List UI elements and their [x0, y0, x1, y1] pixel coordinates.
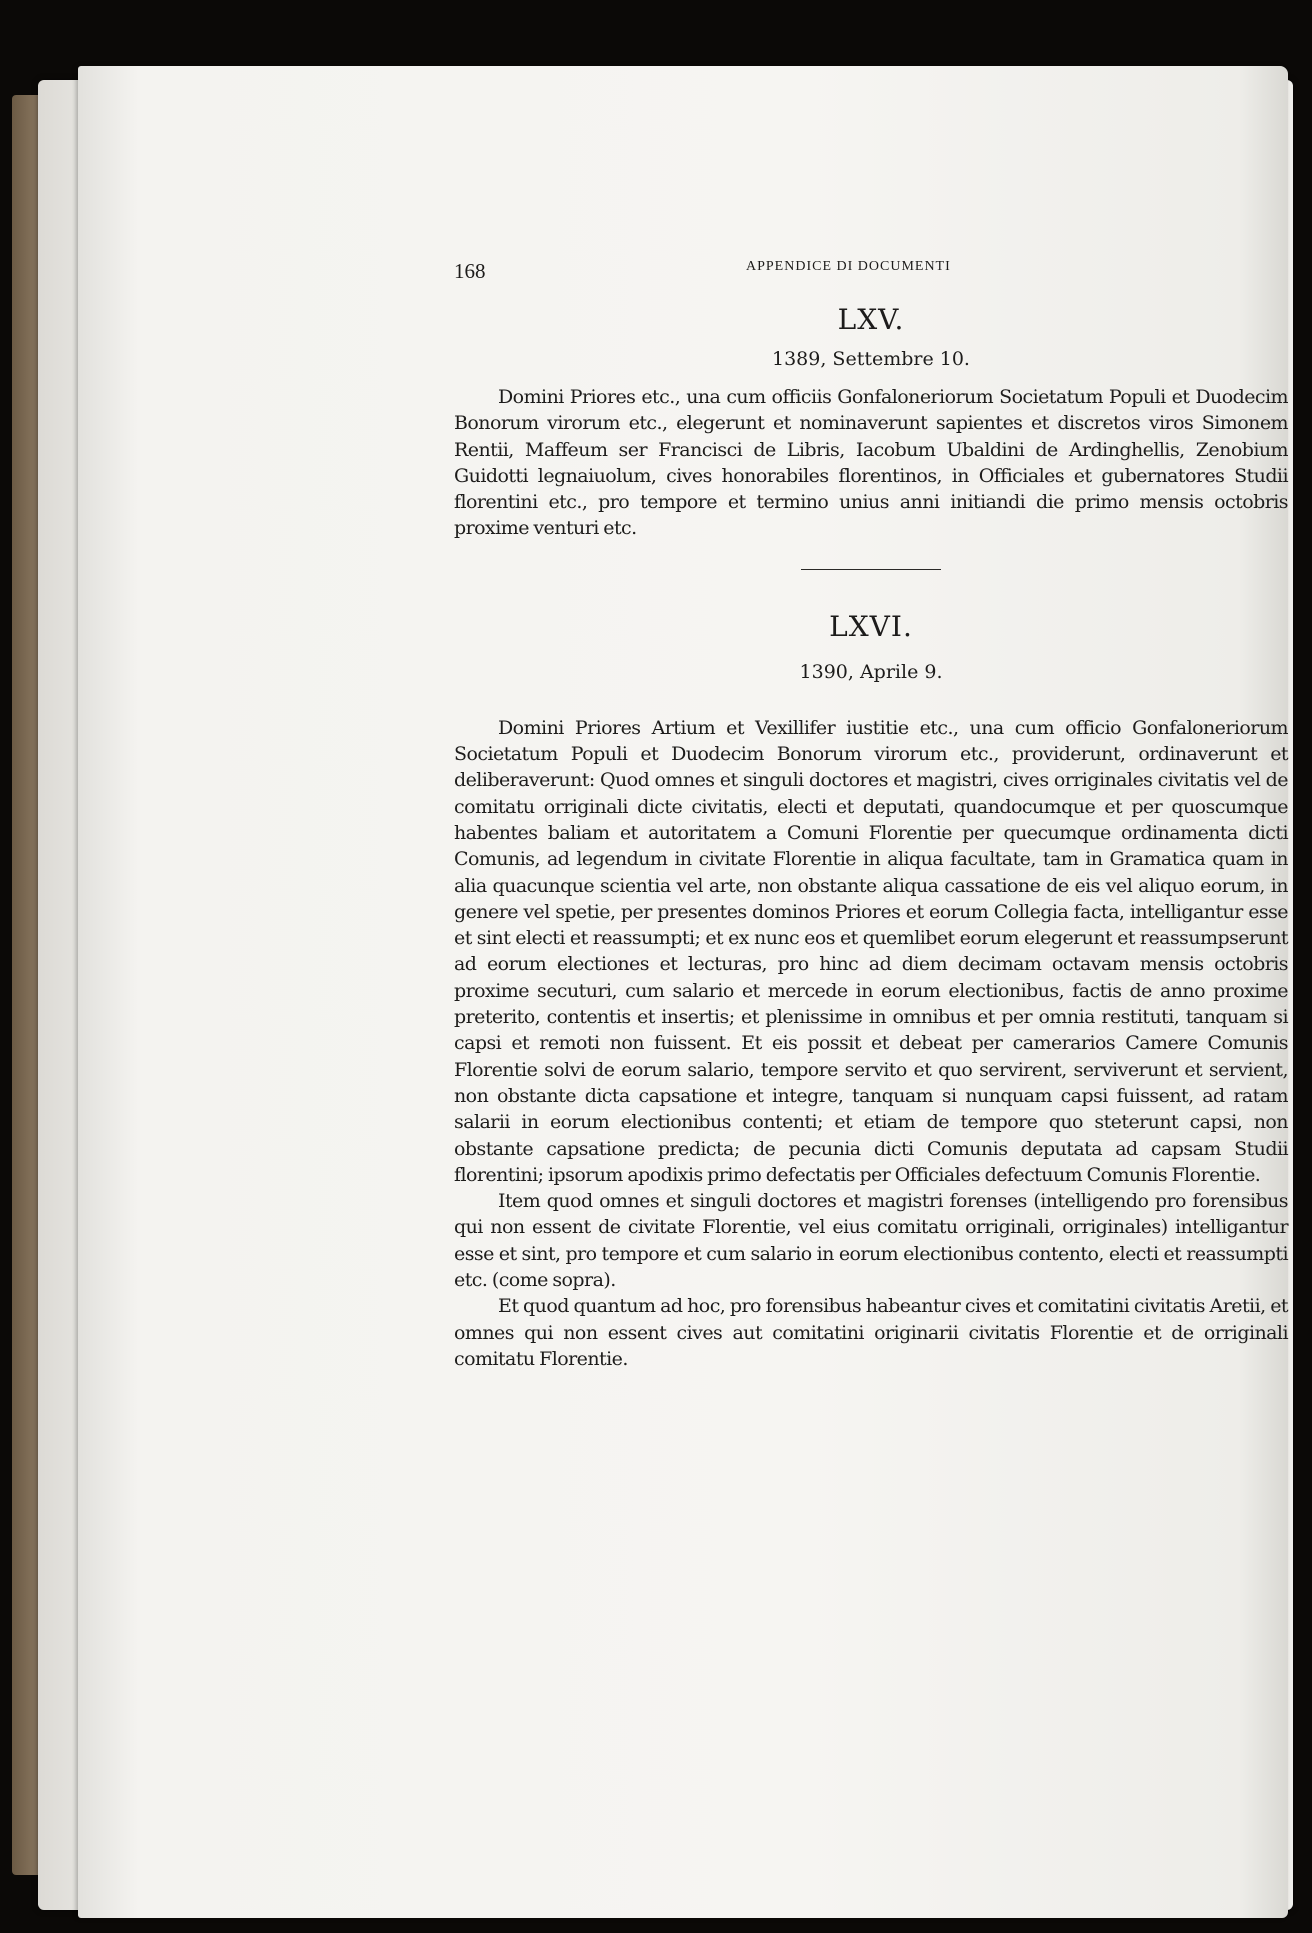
page-content	[454, 251, 1288, 1372]
document-paragraph: Domini Priores etc., una cum officiis Gonfaloneriorum Societatum Populi et Duodecim Bonorum virorum etc., elegerunt et nominaverunt sapientes et discretos viros Simonem Rentii, Maffeum ser Francisci de Libris, Iacobum Ubaldini de Ardinghellis, Zenobium Guidotti legnaiuolum, cives honorabiles florentinos, in Officiales et gubernatores Studii florentini etc., pro tempore et termino unius anni initiandi die primo mensis octobris proxime venturi etc.	[454, 386, 1288, 540]
page-number: 168	[454, 259, 486, 283]
book-page	[78, 66, 1288, 1918]
running-head	[454, 251, 1288, 291]
section-separator	[801, 569, 941, 570]
document-date: 1390, Aprile 9.	[799, 660, 943, 683]
document-number: LXVI.	[829, 609, 913, 643]
document-paragraph: Item quod omnes et singuli doctores et magistri forenses (intelligendo pro forensibus qui non essent de civitate Florentie, vel eius comitatu orriginali, orriginales) intelligantur esse et sint, pro tempore et cum salario in eorum electionibus contento, electi et reassumpti etc. (come sopra).	[454, 1190, 1288, 1292]
running-title: APPENDICE DI DOCUMENTI	[746, 259, 951, 274]
document-date: 1389, Settembre 10.	[772, 348, 970, 370]
document-paragraph: Domini Priores Artium et Vexillifer iustitie etc., una cum officio Gonfaloneriorum Societatum Populi et Duodecim Bonorum virorum etc., providerunt, ordinaverunt et deliberaverunt: Quod omnes et singuli doctores et magistri, cives orriginales civitatis vel de comitatu orriginali dicte civitatis, electi et deputati, quandocumque et per quoscumque habentes baliam et autoritatem a Comuni Florentie per quecumque ordinamenta dicti Comunis, ad legendum in civitate Florentie in aliqua facultate, tam in Gramatica quam in alia quacunque scientia vel arte, non obstante aliqua cassatione de eis vel aliquo eorum, in genere vel spetie, per presentes dominos Priores et eorum Collegia facta, intelligantur esse et sint electi et reassumpti; et ex nunc eos et quemlibet eorum elegerunt et reassumpserunt ad eorum electiones et lecturas, pro hinc ad diem decimam octavam mensis octobris proxime secuturi, cum salario et mercede in eorum electionibus, factis de anno proxime preterito, contentis et insertis; et plenissime in omnibus et per omnia restituti, tanquam si capsi et remoti non fuissent. Et eis possit et debeat per camerarios Camere Comunis Florentie solvi de eorum salario, tempore servito et quo servirent, serviverunt et servient, non obstante dicta capsatione et integre, tanquam si nunquam capsi fuissent, ad ratam salarii in eorum electionibus contenti; et etiam de tempore quo steterunt capsi, non obstante capsatione predicta; de pecunia dicti Comunis deputata ad capsam Studii florentini; ipsorum apodixis primo defectatis per Officiales defectuum Comunis Florentie.	[454, 716, 1288, 1186]
document-number: LXV.	[837, 303, 905, 336]
document-paragraph: Et quod quantum ad hoc, pro forensibus habeantur cives et comitatini civitatis Aretii, et omnes qui non essent cives aut comitatini originarii civitatis Florentie et de orriginali comitatu Florentie.	[454, 1295, 1288, 1370]
